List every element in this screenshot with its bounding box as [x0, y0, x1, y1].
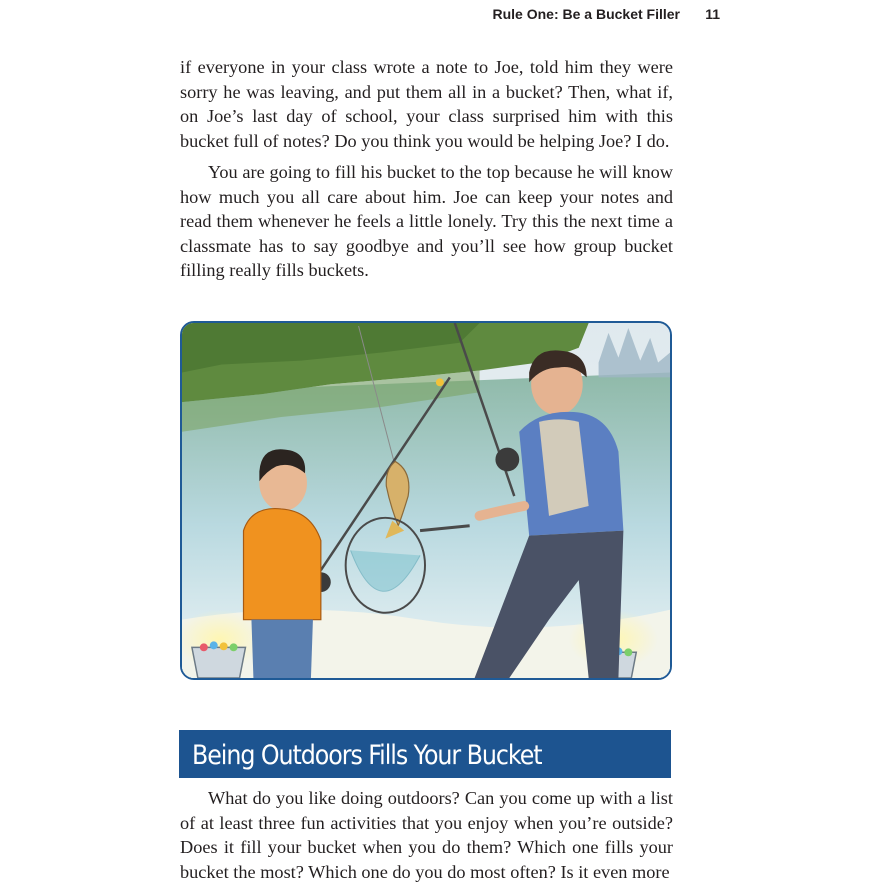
paragraph-continued — [180, 55, 673, 153]
page-number: 11 — [705, 6, 720, 22]
fishing-scene-image — [182, 323, 670, 678]
paragraph-text: if everyone in your class wrote a note to Joe, told him they were sorry he was leaving, and put them all in a bucket? Then, what if, on Joe’s last day of school, your class surprised him with this bucket full of notes? Do you think you would be helping Joe? I do. — [180, 57, 673, 151]
paragraph-text: You are going to fill his bucket to the top because he will know how much you all care about him. Joe can keep your notes and read them whenever he feels a little lonely. Try this the next time a classmate has to say goodbye and you’ll see how group bucket filling really fills buckets. — [180, 162, 673, 280]
running-head — [470, 6, 720, 22]
section-heading-banner — [179, 730, 671, 778]
paragraph — [180, 160, 673, 283]
section-heading: Being Outdoors Fills Your Bucket — [192, 739, 542, 771]
running-head-title: Rule One: Be a Bucket Filler — [492, 6, 680, 22]
fishing-illustration — [180, 321, 672, 680]
paragraph — [180, 786, 673, 884]
paragraph-text: What do you like doing outdoors? Can you come up with a list of at least three fun activities that you enjoy when you’re outside? Does it fill your bucket when you do them? Which one fills your bucket the most? Which one do you do most often? Is it even more — [180, 788, 673, 882]
